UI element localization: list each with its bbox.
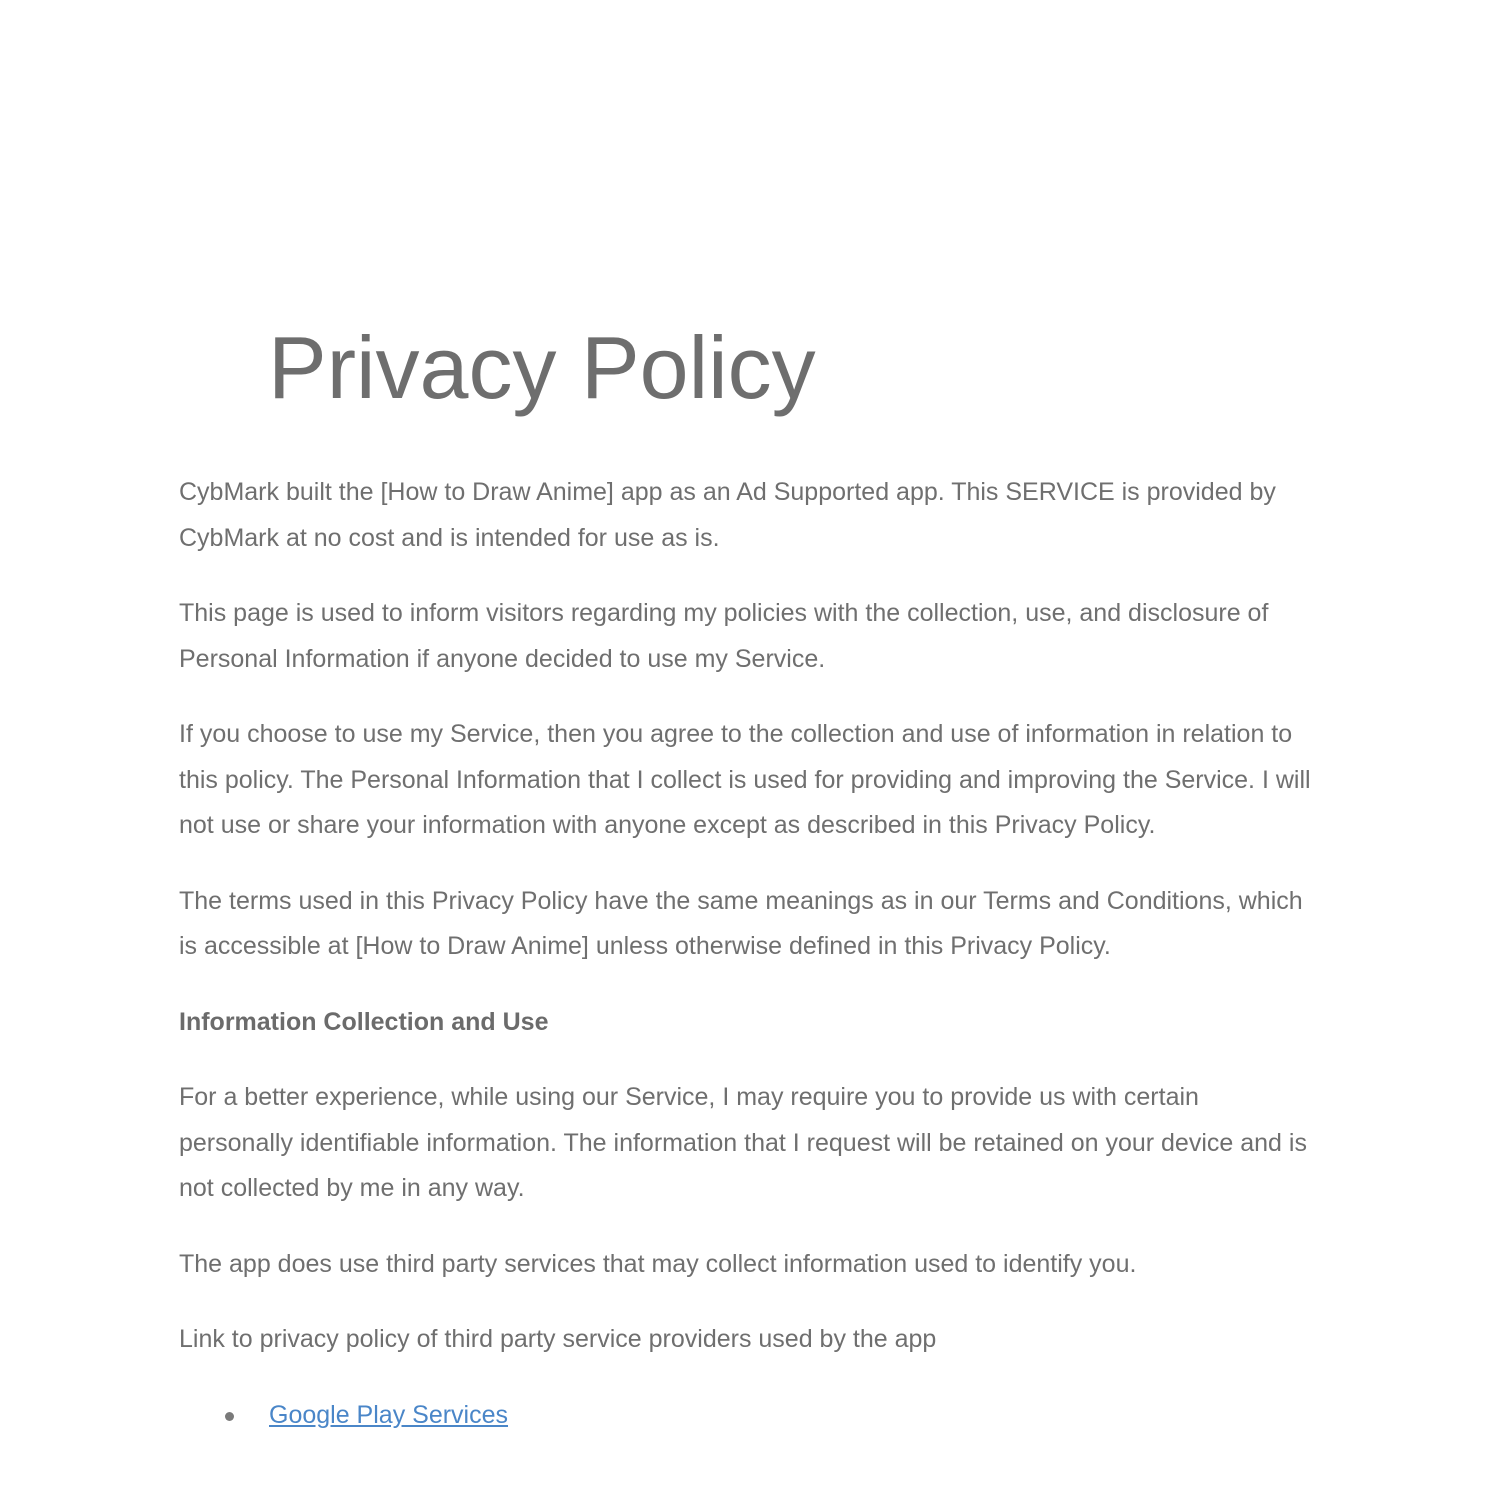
- document-body: [179, 470, 1319, 1438]
- consent-paragraph: If you choose to use my Service, then you agree to the collection and use of information in relation to this policy. The Personal Information that I collect is used for providing and improving the Service. I will not use or share your information with anyone except as described in this Privacy Policy.: [179, 720, 1311, 839]
- third-party-paragraph: The app does use third party services that may collect information used to identify you.: [179, 1249, 1137, 1278]
- section-heading: Information Collection and Use: [179, 1007, 549, 1036]
- third-party-link-list: [179, 1393, 1319, 1439]
- google-play-services-link[interactable]: Google Play Services: [269, 1400, 509, 1429]
- terms-paragraph: The terms used in this Privacy Policy have the same meanings as in our Terms and Conditions, which is accessible at [How to Draw Anime] unless otherwise defined in this Privacy Policy.: [179, 886, 1303, 960]
- page-title: Privacy Policy: [268, 318, 816, 417]
- purpose-paragraph: This page is used to inform visitors regarding my policies with the collection, use, and disclosure of Personal Information if anyone decided to use my Service.: [179, 599, 1269, 673]
- list-item: [179, 1393, 1319, 1439]
- bullet-icon: [225, 1412, 234, 1421]
- intro-paragraph: CybMark built the [How to Draw Anime] app as an Ad Supported app. This SERVICE is provided by CybMark at no cost and is intended for use as is.: [179, 478, 1276, 552]
- links-intro-paragraph: Link to privacy policy of third party service providers used by the app: [179, 1325, 937, 1353]
- collection-paragraph: For a better experience, while using our Service, I may require you to provide us with certain personally identifiable information. The information that I request will be retained on your device and is not collected by me in any way.: [179, 1083, 1307, 1202]
